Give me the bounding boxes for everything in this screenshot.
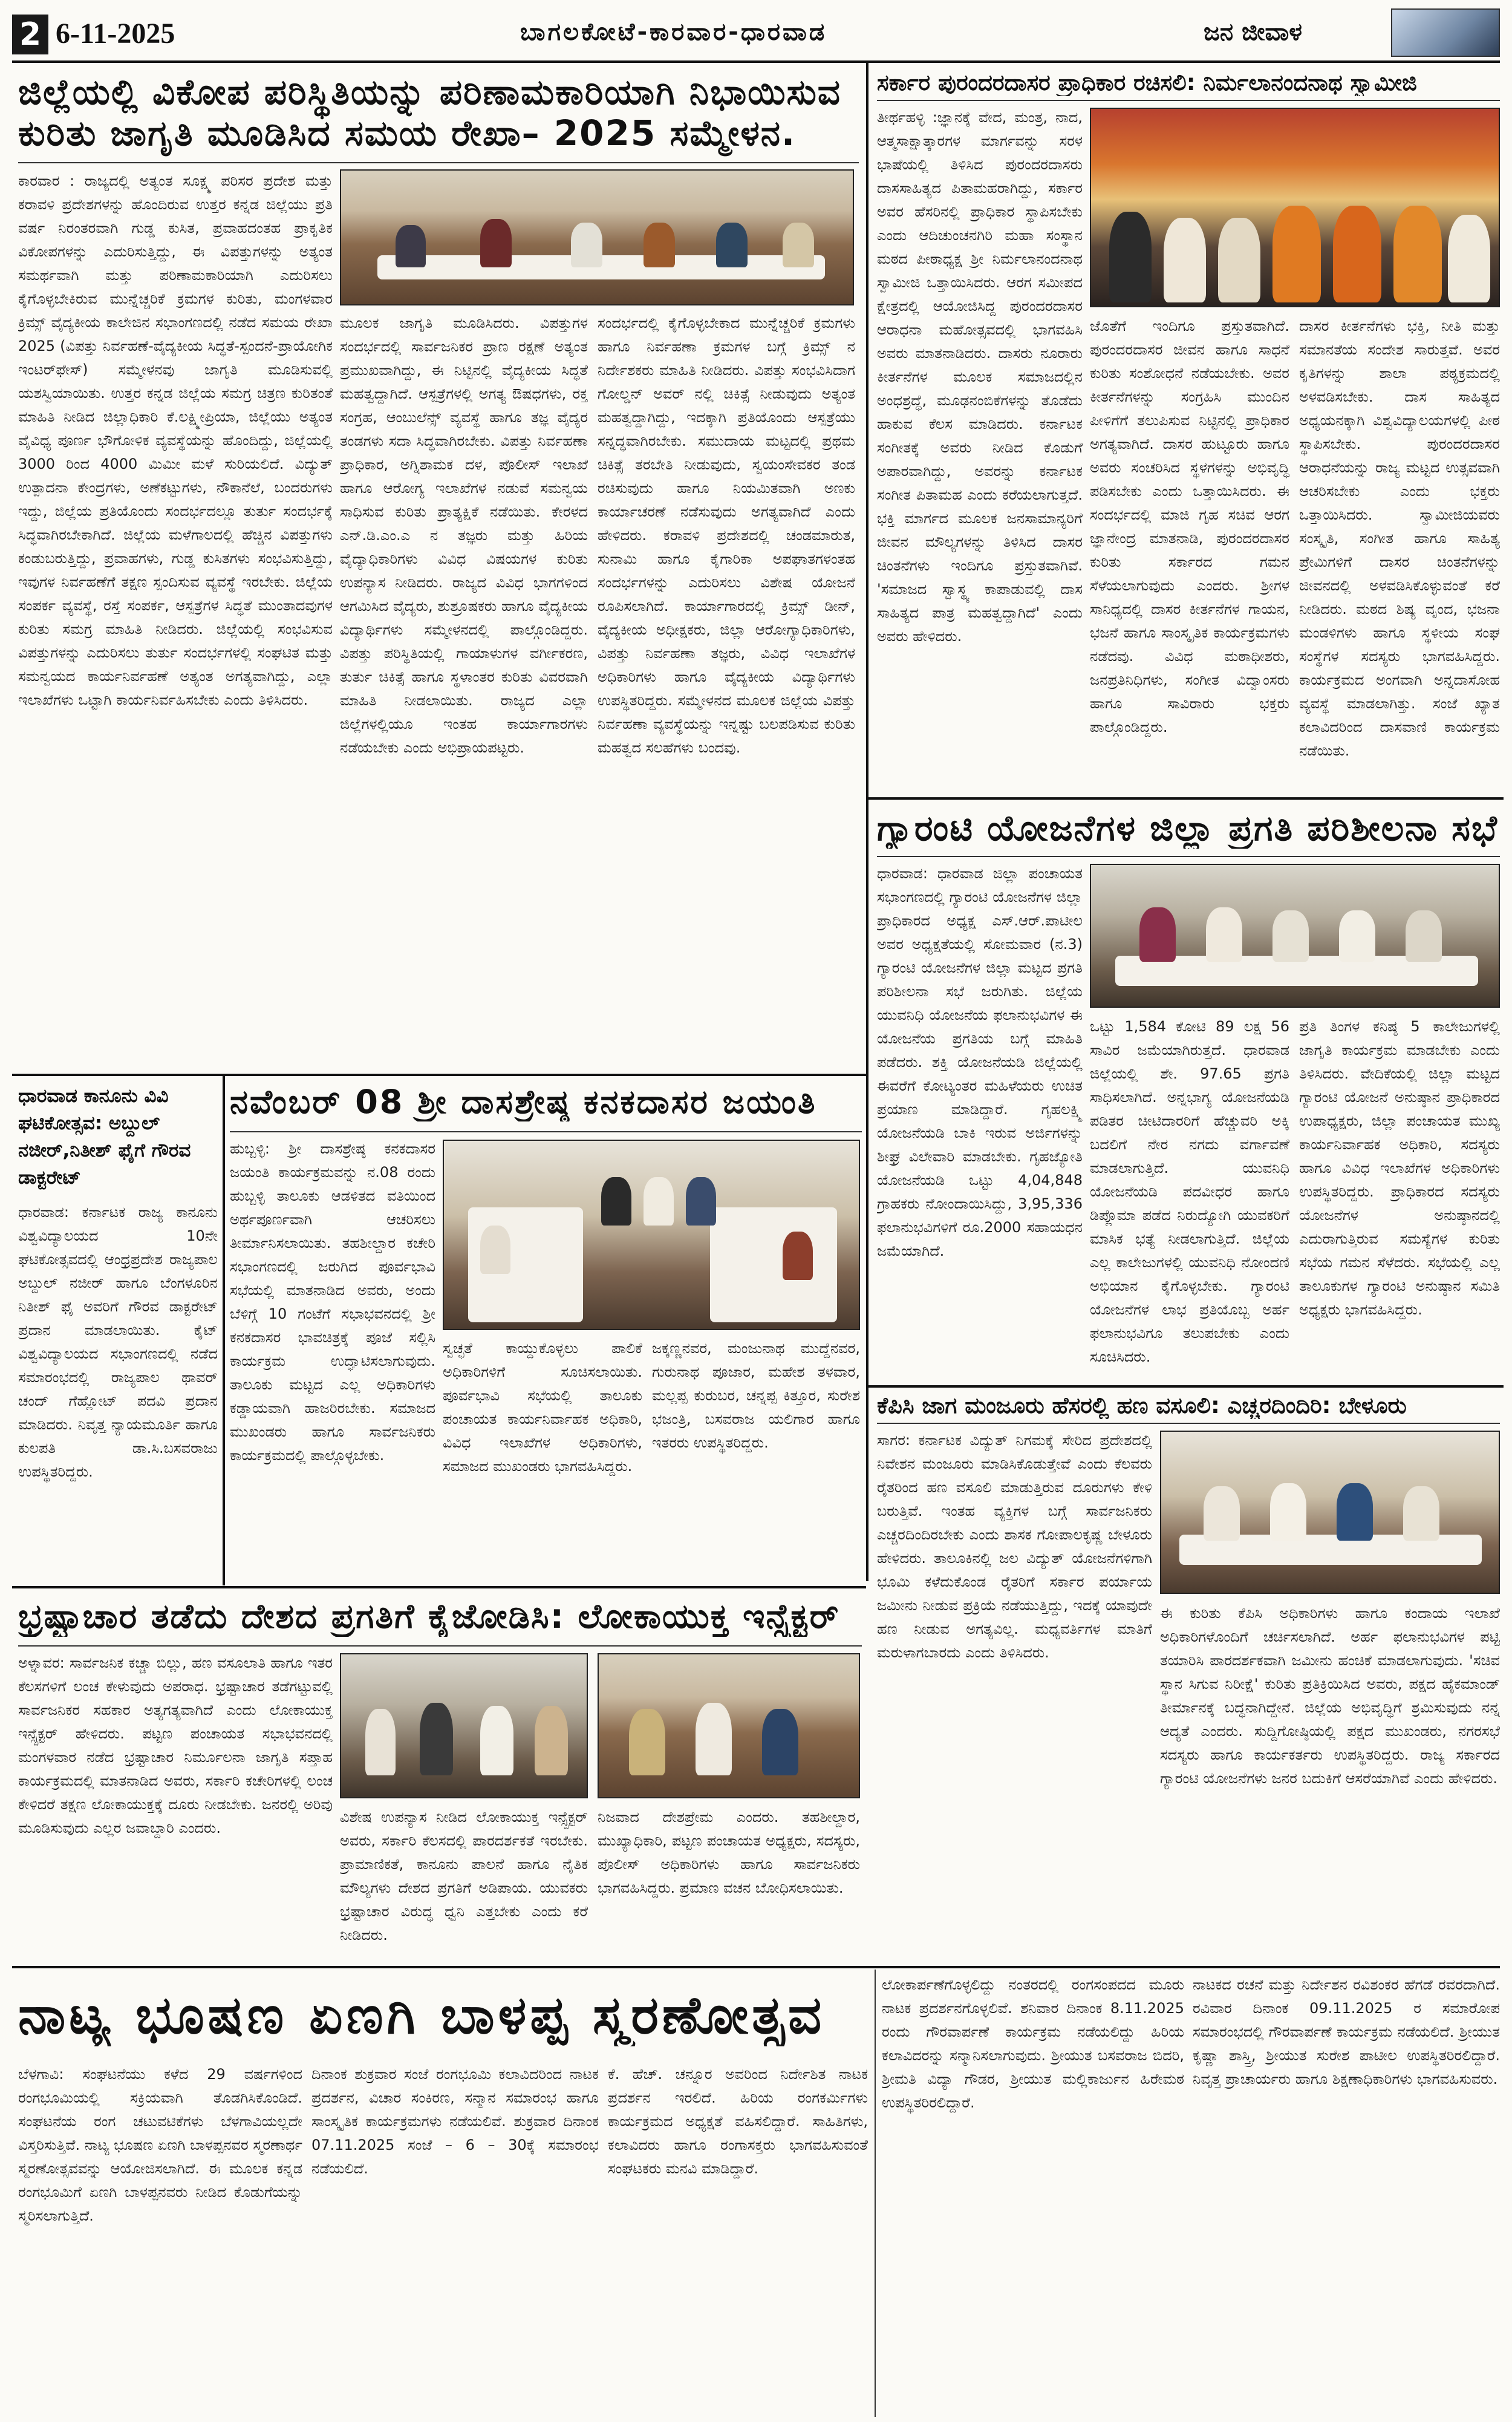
lead-photo [340,169,854,305]
corruption-event-photo-1 [340,1653,588,1798]
corruption-col2: ವಿಶೇಷ ಉಪನ್ಯಾಸ ನೀಡಿದ ಲೋಕಾಯುಕ್ತ ಇನ್ಸ್ಪೆಕ್ಟರ್ ಅವರು, ಸರ್ಕಾರಿ ಕೆಲಸದಲ್ಲಿ ಪಾರದರ್ಶಕತೆ ಇರಬೇಕು. ಪ್ರಾಮಾಣಿಕತೆ, ಕಾನೂನು ಪಾಲನೆ ಹಾಗೂ ನೈತಿಕ ಮೌಲ್ಯಗಳು ದೇಶದ ಪ್ರಗತಿಗೆ ಅಡಿಪಾಯ. ಯುವಕರು ಭ್ರಷ್ಟಾಚಾರ ವಿರುದ್ಧ ಧ್ವನಿ ಎತ್ತಬೇಕು ಎಂದು ಕರೆ ನೀಡಿದರು. [340,1809,588,1944]
guarantee-col2: ಒಟ್ಟು 1,584 ಕೋಟಿ 89 ಲಕ್ಷ 56 ಸಾವಿರ ಜಮೆಯಾಗಿರುತ್ತದೆ. ಧಾರವಾಡ ಜಿಲ್ಲೆಯಲ್ಲಿ ಶೇ. 97.65 ಪ್ರಗತಿ ಸಾಧಿಸಲಾಗಿದೆ. ಅನ್ನಭಾಗ್ಯ ಯೋಜನೆಯಡಿ ಪಡಿತರ ಚೀಟಿದಾರರಿಗೆ ಹೆಚ್ಚುವರಿ ಅಕ್ಕಿ ಬದಲಿಗೆ ನೇರ ನಗದು ವರ್ಗಾವಣೆ ಮಾಡಲಾಗುತ್ತಿದೆ. ಯುವನಿಧಿ ಯೋಜನೆಯಡಿ ಪದವೀಧರ ಹಾಗೂ ಡಿಪ್ಲೊಮಾ ಪಡೆದ ನಿರುದ್ಯೋಗಿ ಯುವಕರಿಗೆ ಮಾಸಿಕ ಭತ್ಯೆ ನೀಡಲಾಗುತ್ತಿದೆ. ಜಿಲ್ಲೆಯ ಎಲ್ಲ ಕಾಲೇಜುಗಳಲ್ಲಿ ಯುವನಿಧಿ ನೋಂದಣಿ ಅಭಿಯಾನ ಕೈಗೊಳ್ಳಬೇಕು. ಗ್ಯಾರಂಟಿ ಯೋಜನೆಗಳ ಲಾಭ ಪ್ರತಿಯೊಬ್ಬ ಅರ್ಹ ಫಲಾನುಭವಿಗೂ ತಲುಪಬೇಕು ಎಂದು ಸೂಚಿಸಿದರು. [1090,1018,1289,1365]
law-univ-headline-line1: ಧಾರವಾಡ ಕಾನೂನು ವಿವಿ [18,1085,169,1107]
divider [230,1131,862,1132]
divider [868,1385,1504,1388]
divider [12,1966,1500,1968]
kpc-press-photo [1160,1431,1500,1594]
lead-headline-line1: ಜಿಲ್ಲೆಯಲ್ಲಿ ವಿಕೋಪ ಪರಿಸ್ಥಿತಿಯನ್ನು ಪರಿಣಾಮಕಾರಿಯಾಗಿ ನಿಭಾಯಿಸುವ [18,71,842,113]
corruption-event-photo-2 [598,1653,860,1798]
natya-col4: ಲೋಕಾರ್ಪಣೆಗೊಳ್ಳಲಿದ್ದು ನಂತರದಲ್ಲಿ ರಂಗಸಂಪದದ ಮೂರು ನಾಟಕ ಪ್ರದರ್ಶನಗೊಳ್ಳಲಿವೆ. ಶನಿವಾರ ದಿನಾಂಕ 8.11.2025 ರಂದು ಗೌರವಾರ್ಪಣೆ ಕಾರ್ಯಕ್ರಮ ನಡೆಯಲಿದ್ದು ಹಿರಿಯ ಕಲಾವಿದರನ್ನು ಸನ್ಮಾನಿಸಲಾಗುವುದು. ಶ್ರೀಯುತ ಬಸವರಾಜ ಬಿದರಿ, ಶ್ರೀಮತಿ ವಿದ್ಯಾ ಗೌಡರ, ಶ್ರೀಯುತ ಮಲ್ಲಿಕಾರ್ಜುನ ಹಿರೇಮಠ ಉಪಸ್ಥಿತರಿರಲಿದ್ದಾರೆ. [882,1976,1184,2111]
kpc-col2: ಈ ಕುರಿತು ಕೆಪಿಸಿ ಅಧಿಕಾರಿಗಳು ಹಾಗೂ ಕಂದಾಯ ಇಲಾಖೆ ಅಧಿಕಾರಿಗಳೊಂದಿಗೆ ಚರ್ಚಿಸಲಾಗಿದೆ. ಅರ್ಹ ಫಲಾನುಭವಿಗಳ ಪಟ್ಟಿ ತಯಾರಿಸಿ ಪಾರದರ್ಶಕವಾಗಿ ಜಮೀನು ಹಂಚಿಕೆ ಮಾಡಲಾಗುವುದು. 'ಸಚಿವ ಸ್ಥಾನ ಸಿಗುವ ನಿರೀಕ್ಷೆ' ಕುರಿತು ಪ್ರತಿಕ್ರಿಯಿಸಿದ ಅವರು, ಪಕ್ಷದ ಹೈಕಮಾಂಡ್ ತೀರ್ಮಾನಕ್ಕೆ ಬದ್ಧನಾಗಿದ್ದೇನೆ. ಜಿಲ್ಲೆಯ ಅಭಿವೃದ್ಧಿಗೆ ಶ್ರಮಿಸುವುದು ನನ್ನ ಆದ್ಯತೆ ಎಂದರು. ಸುದ್ದಿಗೋಷ್ಠಿಯಲ್ಲಿ ಪಕ್ಷದ ಮುಖಂಡರು, ನಗರಸಭೆ ಸದಸ್ಯರು ಹಾಗೂ ಕಾರ್ಯಕರ್ತರು ಉಪಸ್ಥಿತರಿದ್ದರು. ರಾಜ್ಯ ಸರ್ಕಾರದ ಗ್ಯಾರಂಟಿ ಯೋಜನೆಗಳು ಜನರ ಬದುಕಿಗೆ ಆಸರೆಯಾಗಿವೆ ಎಂದು ಹೇಳಿದರು. [1160,1605,1500,1787]
law-univ-headline-line2: ಘಟಿಕೋತ್ಸವ: ಅಬ್ದುಲ್ [18,1112,160,1134]
kanaka-col1: ಹುಬ್ಬಳ್ಳಿ: ಶ್ರೀ ದಾಸಶ್ರೇಷ್ಠ ಕನಕದಾಸರ ಜಯಂತಿ ಕಾರ್ಯಕ್ರಮವನ್ನು ನ.08 ರಂದು ಹುಬ್ಬಳ್ಳಿ ತಾಲೂಕು ಆಡಳಿತದ ವತಿಯಿಂದ ಅರ್ಥಪೂರ್ಣವಾಗಿ ಆಚರಿಸಲು ತೀರ್ಮಾನಿಸಲಾಯಿತು. ತಹಶೀಲ್ದಾರ ಕಚೇರಿ ಸಭಾಂಗಣದಲ್ಲಿ ಜರುಗಿದ ಪೂರ್ವಭಾವಿ ಸಭೆಯಲ್ಲಿ ಮಾತನಾಡಿದ ಅವರು, ಅಂದು ಬೆಳಿಗ್ಗೆ 10 ಗಂಟೆಗೆ ಸಭಾಭವನದಲ್ಲಿ ಶ್ರೀ ಕನಕದಾಸರ ಭಾವಚಿತ್ರಕ್ಕೆ ಪೂಜೆ ಸಲ್ಲಿಸಿ ಕಾರ್ಯಕ್ರಮ ಉದ್ಘಾಟಿಸಲಾಗುವುದು. ತಾಲೂಕು ಮಟ್ಟದ ಎಲ್ಲ ಅಧಿಕಾರಿಗಳು ಕಡ್ಡಾಯವಾಗಿ ಹಾಜರಿರಬೇಕು. ಸಮಾಜದ ಮುಖಂಡರು ಹಾಗೂ ಸಾರ್ವಜನಿಕರು ಕಾರ್ಯಕ್ರಮದಲ್ಲಿ ಪಾಲ್ಗೊಳ್ಳಬೇಕು. [230,1140,435,1464]
masthead-logo-image [1391,8,1500,57]
lead-headline-line2: ಕುರಿತು ಜಾಗೃತಿ ಮೂಡಿಸಿದ ಸಮಯ ರೇಖಾ– 2025 ಸಮ್ಮೇಳನ. [18,113,797,154]
law-univ-headline [18,1083,218,1192]
column-rule [223,1076,225,1585]
divider [877,1423,1500,1424]
lead-col3: ಸಂದರ್ಭದಲ್ಲಿ ಕೈಗೊಳ್ಳಬೇಕಾದ ಮುನ್ನೆಚ್ಚರಿಕೆ ಕ್ರಮಗಳು ಹಾಗೂ ನಿರ್ವಹಣಾ ಕ್ರಮಗಳ ಬಗ್ಗೆ ಕ್ರಿಮ್ಸ್ ನ ನಿರ್ದೇಶಕರು ಮಾಹಿತಿ ನೀಡಿದರು. ವಿಪತ್ತು ಸಂಭವಿಸಿದಾಗ ಗೋಲ್ಡನ್ ಅವರ್ ನಲ್ಲಿ ಚಿಕಿತ್ಸೆ ನೀಡುವುದು ಅತ್ಯಂತ ಮಹತ್ವದ್ದಾಗಿದ್ದು, ಇದಕ್ಕಾಗಿ ಪ್ರತಿಯೊಂದು ಆಸ್ಪತ್ರೆಯು ಸನ್ನದ್ಧವಾಗಿರಬೇಕು. ಸಮುದಾಯ ಮಟ್ಟದಲ್ಲಿ ಪ್ರಥಮ ಚಿಕಿತ್ಸೆ ತರಬೇತಿ ನೀಡುವುದು, ಸ್ವಯಂಸೇವಕರ ತಂಡ ರಚಿಸುವುದು ಹಾಗೂ ನಿಯಮಿತವಾಗಿ ಅಣಕು ಕಾರ್ಯಾಚರಣೆ ನಡೆಸುವುದು ಅಗತ್ಯವಾಗಿದೆ ಎಂದು ಹೇಳಿದರು. ಕರಾವಳಿ ಪ್ರದೇಶದಲ್ಲಿ ಚಂಡಮಾರುತ, ಸುನಾಮಿ ಹಾಗೂ ಕೈಗಾರಿಕಾ ಅಪಘಾತಗಳಂತಹ ಸಂದರ್ಭಗಳನ್ನು ಎದುರಿಸಲು ವಿಶೇಷ ಯೋಜನೆ ರೂಪಿಸಲಾಗಿದೆ. ಕಾರ್ಯಾಗಾರದಲ್ಲಿ ಕ್ರಿಮ್ಸ್ ಡೀನ್, ವೈದ್ಯಕೀಯ ಅಧೀಕ್ಷಕರು, ಜಿಲ್ಲಾ ಆರೋಗ್ಯಾಧಿಕಾರಿಗಳು, ವಿಪತ್ತು ನಿರ್ವಹಣಾ ತಜ್ಞರು, ವಿವಿಧ ಇಲಾಖೆಗಳ ಅಧಿಕಾರಿಗಳು ಹಾಗೂ ವೈದ್ಯಕೀಯ ವಿದ್ಯಾರ್ಥಿಗಳು ಉಪಸ್ಥಿತರಿದ್ದರು. ಸಮ್ಮೇಳನದ ಮೂಲಕ ಜಿಲ್ಲೆಯ ವಿಪತ್ತು ನಿರ್ವಹಣಾ ವ್ಯವಸ್ಥೆಯನ್ನು ಇನ್ನಷ್ಟು ಬಲಪಡಿಸುವ ಕುರಿತು ಮಹತ್ವದ ಸಲಹೆಗಳು ಬಂದವು. [598,315,855,756]
kanaka-meeting-photo [443,1140,860,1330]
edition-region: ಬಾಗಲಕೋಟೆ-ಕಾರವಾರ-ಧಾರವಾಡ [520,18,827,46]
natya-col1: ಬೆಳಗಾವಿ: ಸಂಘಟನೆಯು ಕಳೆದ 29 ವರ್ಷಗಳಿಂದ ರಂಗಭೂಮಿಯಲ್ಲಿ ಸಕ್ರಿಯವಾಗಿ ತೊಡಗಿಸಿಕೊಂಡಿದೆ. ಸಂಘಟನೆಯ ರಂಗ ಚಟುವಟಿಕೆಗಳು ಬೆಳಗಾವಿಯಲ್ಲದೇ ವಿಸ್ತರಿಸುತ್ತಿವೆ. ನಾಟ್ಯ ಭೂಷಣ ಏಣಗಿ ಬಾಳಪ್ಪನವರ ಸ್ಮರಣಾರ್ಥ ಸ್ಮರಣೋತ್ಸವವನ್ನು ಆಯೋಜಿಸಲಾಗಿದೆ. ಈ ಮೂಲಕ ಕನ್ನಡ ರಂಗಭೂಮಿಗೆ ಏಣಗಿ ಬಾಳಪ್ಪನವರು ನೀಡಿದ ಕೊಡುಗೆಯನ್ನು ಸ್ಮರಿಸಲಾಗುತ್ತಿದೆ. [18,2066,302,2224]
guarantee-meeting-photo [1090,864,1500,1008]
divider [868,797,1504,800]
natya-col3: ಕೆ. ಹೆಚ್. ಚನ್ನೂರ ಅವರಿಂದ ನಿರ್ದೇಶಿತ ನಾಟಕ ಪ್ರದರ್ಶನ ಇರಲಿದೆ. ಹಿರಿಯ ರಂಗಕರ್ಮಿಗಳು ಕಾರ್ಯಕ್ರಮದ ಅಧ್ಯಕ್ಷತೆ ವಹಿಸಲಿದ್ದಾರೆ. ಸಾಹಿತಿಗಳು, ಕಲಾವಿದರು ಹಾಗೂ ರಂಗಾಸಕ್ತರು ಭಾಗವಹಿಸುವಂತೆ ಸಂಘಟಕರು ಮನವಿ ಮಾಡಿದ್ದಾರೆ. [608,2066,868,2177]
natya-headline: ನಾಟ್ಯ ಭೂಷಣ ಏಣಗಿ ಬಾಳಪ್ಪ ಸ್ಮರಣೋತ್ಸವ [18,1985,826,2046]
kanaka-col2: ಸ್ವಚ್ಛತೆ ಕಾಯ್ದುಕೊಳ್ಳಲು ಪಾಲಿಕೆ ಅಧಿಕಾರಿಗಳಿಗೆ ಸೂಚಿಸಲಾಯಿತು. ಪೂರ್ವಭಾವಿ ಸಭೆಯಲ್ಲಿ ತಾಲೂಕು ಪಂಚಾಯತ ಕಾರ್ಯನಿರ್ವಾಹಕ ಅಧಿಕಾರಿ, ವಿವಿಧ ಇಲಾಖೆಗಳ ಅಧಿಕಾರಿಗಳು, ಸಮಾಜದ ಮುಖಂಡರು ಭಾಗವಹಿಸಿದ್ದರು. [443,1340,642,1475]
lead-col1: ಕಾರವಾರ : ರಾಜ್ಯದಲ್ಲಿ ಅತ್ಯಂತ ಸೂಕ್ಷ್ಮ ಪರಿಸರ ಪ್ರದೇಶ ಮತ್ತು ಕರಾವಳಿ ಪ್ರದೇಶಗಳನ್ನು ಹೊಂದಿರುವ ಉತ್ತರ ಕನ್ನಡ ಜಿಲ್ಲೆಯು ಪ್ರತಿ ವರ್ಷ ನಿರಂತರವಾಗಿ ಗುಡ್ಡ ಕುಸಿತ, ಪ್ರವಾಹದಂತಹ ಪ್ರಾಕೃತಿಕ ವಿಕೋಪಗಳನ್ನು ಎದುರಿಸುತ್ತಿದ್ದು, ಈ ವಿಪತ್ತುಗಳನ್ನು ಅತ್ಯಂತ ಸಮರ್ಥವಾಗಿ ಮತ್ತು ಪರಿಣಾಮಕಾರಿಯಾಗಿ ಎದುರಿಸಲು ಕೈಗೊಳ್ಳಬೇಕಿರುವ ಮುನ್ನೆಚ್ಚರಿಕೆ ಕ್ರಮಗಳ ಕುರಿತು, ಮಂಗಳವಾರ ಕ್ರಿಮ್ಸ್ ವೈದ್ಯಕೀಯ ಕಾಲೇಜಿನ ಸಭಾಂಗಣದಲ್ಲಿ ನಡೆದ ಸಮಯ ರೇಖಾ 2025 (ವಿಪತ್ತು ನಿರ್ವಹಣೆ-ವೈದ್ಯಕೀಯ ಸಿದ್ಧತೆ-ಸ್ಪಂದನೆ-ಪ್ರಾಯೋಗಿಕ ಇಂಟರ್‌ಫೇಸ್) ಸಮ್ಮೇಳನವು ಜಾಗೃತಿ ಮೂಡಿಸುವಲ್ಲಿ ಯಶಸ್ವಿಯಾಯಿತು. ಉತ್ತರ ಕನ್ನಡ ಜಿಲ್ಲೆಯ ಸಮಗ್ರ ಚಿತ್ರಣ ಕುರಿತಂತೆ ಮಾಹಿತಿ ನೀಡಿದ ಜಿಲ್ಲಾಧಿಕಾರಿ ಕೆ.ಲಕ್ಷ್ಮೀಪ್ರಿಯಾ, ಜಿಲ್ಲೆಯು ಅತ್ಯಂತ ವೈವಿಧ್ಯ ಪೂರ್ಣ ಭೌಗೋಳಿಕ ವ್ಯವಸ್ಥೆಯನ್ನು ಹೊಂದಿದ್ದು, ಜಿಲ್ಲೆಯಲ್ಲಿ 3000 ರಿಂದ 4000 ಮಿಮೀ ಮಳೆ ಸುರಿಯಲಿದೆ. ವಿದ್ಯುತ್ ಉತ್ಪಾದನಾ ಕೇಂದ್ರಗಳು, ಅಣೆಕಟ್ಟುಗಳು, ನೌಕಾನೆಲೆ, ಬಂದರುಗಳು ಇದ್ದು, ಜಿಲ್ಲೆಯ ಪ್ರತಿಯೊಂದು ಸಂದರ್ಭದಲ್ಲೂ ತುರ್ತು ಸಂದರ್ಭಕ್ಕೆ ಸಿದ್ಧವಾಗಿರಬೇಕಾಗಿದೆ. ಜಿಲ್ಲೆಯ ಮಳೆಗಾಲದಲ್ಲಿ ಹೆಚ್ಚಿನ ವಿಪತ್ತುಗಳು ಕಂಡುಬರುತ್ತಿದ್ದು, ಪ್ರವಾಹಗಳು, ಗುಡ್ಡ ಕುಸಿತಗಳು ಸಂಭವಿಸುತ್ತಿದ್ದು, ಇವುಗಳ ನಿರ್ವಹಣೆಗೆ ತಕ್ಷಣ ಸ್ಪಂದಿಸುವ ವ್ಯವಸ್ಥೆ ಇರಬೇಕು. ಜಿಲ್ಲೆಯ ಸಂಪರ್ಕ ವ್ಯವಸ್ಥೆ, ರಸ್ತೆ ಸಂಪರ್ಕ, ಆಸ್ಪತ್ರೆಗಳ ಸಿದ್ಧತೆ ಮುಂತಾದವುಗಳ ಕುರಿತು ಸಮಗ್ರ ಮಾಹಿತಿ ನೀಡಿದರು. ಜಿಲ್ಲೆಯಲ್ಲಿ ಸಂಭವಿಸುವ ವಿಪತ್ತುಗಳನ್ನು ಎದುರಿಸಲು ತುರ್ತು ಸಂದರ್ಭಗಳಲ್ಲಿ ಸಂಘಟಿತ ಮತ್ತು ಸಮನ್ವಯದ ಕಾರ್ಯನಿರ್ವಹಣೆ ಅತ್ಯಂತ ಅಗತ್ಯವಾಗಿದ್ದು, ಎಲ್ಲಾ ಇಲಾಖೆಗಳು ಒಟ್ಟಾಗಿ ಕಾರ್ಯನಿರ್ವಹಿಸಬೇಕು ಎಂದು ತಿಳಿಸಿದರು. [18,172,333,708]
guarantee-headline: ಗ್ಯಾರಂಟಿ ಯೋಜನೆಗಳ ಜಿಲ್ಲಾ ಪ್ರಗತಿ ಪರಿಶೀಲನಾ ಸಭೆ [877,808,1498,849]
dasa-col3: ದಾಸರ ಕೀರ್ತನೆಗಳು ಭಕ್ತಿ, ನೀತಿ ಮತ್ತು ಸಮಾನತೆಯ ಸಂದೇಶ ಸಾರುತ್ತವೆ. ಅವರ ಕೃತಿಗಳನ್ನು ಶಾಲಾ ಪಠ್ಯಕ್ರಮದಲ್ಲಿ ಅಳವಡಿಸಬೇಕು. ದಾಸ ಸಾಹಿತ್ಯದ ಅಧ್ಯಯನಕ್ಕಾಗಿ ವಿಶ್ವವಿದ್ಯಾಲಯಗಳಲ್ಲಿ ಪೀಠ ಸ್ಥಾಪಿಸಬೇಕು. ಪುರಂದರದಾಸರ ಆರಾಧನೆಯನ್ನು ರಾಜ್ಯ ಮಟ್ಟದ ಉತ್ಸವವಾಗಿ ಆಚರಿಸಬೇಕು ಎಂದು ಭಕ್ತರು ಒತ್ತಾಯಿಸಿದರು. ಸ್ವಾಮೀಜಿಯವರು ಸಂಸ್ಕೃತಿ, ಸಂಗೀತ ಹಾಗೂ ಸಾಹಿತ್ಯ ಪ್ರೇಮಿಗಳಿಗೆ ದಾಸರ ಚಿಂತನೆಗಳನ್ನು ಜೀವನದಲ್ಲಿ ಅಳವಡಿಸಿಕೊಳ್ಳುವಂತೆ ಕರೆ ನೀಡಿದರು. ಮಠದ ಶಿಷ್ಯ ವೃಂದ, ಭಜನಾ ಮಂಡಳಿಗಳು ಹಾಗೂ ಸ್ಥಳೀಯ ಸಂಘ ಸಂಸ್ಥೆಗಳ ಸದಸ್ಯರು ಭಾಗವಹಿಸಿದ್ದರು. ಕಾರ್ಯಕ್ರಮದ ಅಂಗವಾಗಿ ಅನ್ನದಾಸೋಹ ವ್ಯವಸ್ಥೆ ಮಾಡಲಾಗಿತ್ತು. ಸಂಜೆ ಖ್ಯಾತ ಕಲಾವಿದರಿಂದ ದಾಸವಾಣಿ ಕಾರ್ಯಕ್ರಮ ನಡೆಯಿತು. [1299,318,1500,759]
natya-col5: ನಾಟಕದ ರಚನೆ ಮತ್ತು ನಿರ್ದೇಶನ ರವಿಶಂಕರ ಹೆಗಡೆ ರವರದಾಗಿದೆ. ರವಿವಾರ ದಿನಾಂಕ 09.11.2025 ರ ಸಮಾರೋಪ ಸಮಾರಂಭದಲ್ಲಿ ಗೌರವಾರ್ಪಣೆ ಕಾರ್ಯಕ್ರಮ ನಡೆಯಲಿದೆ. ಶ್ರೀಯುತ ಕೃಷ್ಣಾ ಶಾಸ್ತ್ರಿ, ಶ್ರೀಯುತ ಸುರೇಶ ಪಾಟೀಲ ಉಪಸ್ಥಿತರಿರಲಿದ್ದಾರೆ. ನಿವೃತ್ತ ಪ್ರಾಚಾರ್ಯರು ಹಾಗೂ ಶಿಕ್ಷಣಾಧಿಕಾರಿಗಳು ಭಾಗವಹಿಸುವರು. [1193,1976,1500,2087]
kanaka-headline: ನವೆಂಬರ್ 08 ಶ್ರೀ ದಾಸಶ್ರೇಷ್ಠ ಕನಕದಾಸರ ಜಯಂತಿ [230,1083,817,1121]
page-number: 2 [12,15,48,54]
dasa-col1: ತೀರ್ಥಹಳ್ಳಿ :ಜ್ಞಾನಕ್ಕೆ ವೇದ, ಮಂತ್ರ, ನಾದ, ಆತ್ಮಸಾಕ್ಷಾತ್ಕಾರಗಳ ಮಾರ್ಗವನ್ನು ಸರಳ ಭಾಷೆಯಲ್ಲಿ ತಿಳಿಸಿದ ಪುರಂದರದಾಸರು ದಾಸಸಾಹಿತ್ಯದ ಪಿತಾಮಹರಾಗಿದ್ದು, ಸರ್ಕಾರ ಅವರ ಹೆಸರಿನಲ್ಲಿ ಪ್ರಾಧಿಕಾರ ಸ್ಥಾಪಿಸಬೇಕು ಎಂದು ಆದಿಚುಂಚನಗಿರಿ ಮಹಾ ಸಂಸ್ಥಾನ ಮಠದ ಪೀಠಾಧ್ಯಕ್ಷ ಶ್ರೀ ನಿರ್ಮಲಾನಂದನಾಥ ಸ್ವಾಮೀಜಿ ಒತ್ತಾಯಿಸಿದರು. ಆರಗ ಸಮೀಪದ ಕ್ಷೇತ್ರದಲ್ಲಿ ಆಯೋಜಿಸಿದ್ದ ಪುರಂದರದಾಸರ ಆರಾಧನಾ ಮಹೋತ್ಸವದಲ್ಲಿ ಭಾಗವಹಿಸಿ ಅವರು ಮಾತನಾಡಿದರು. ದಾಸರು ನೂರಾರು ಕೀರ್ತನೆಗಳ ಮೂಲಕ ಸಮಾಜದಲ್ಲಿನ ಅಂಧಶ್ರದ್ಧೆ, ಮೂಢನಂಬಿಕೆಗಳನ್ನು ತೊಡೆದು ಹಾಕುವ ಕೆಲಸ ಮಾಡಿದರು. ಕರ್ನಾಟಕ ಸಂಗೀತಕ್ಕೆ ಅವರು ನೀಡಿದ ಕೊಡುಗೆ ಅಪಾರವಾಗಿದ್ದು, ಅವರನ್ನು ಕರ್ನಾಟಕ ಸಂಗೀತ ಪಿತಾಮಹ ಎಂದು ಕರೆಯಲಾಗುತ್ತದೆ. ಭಕ್ತಿ ಮಾರ್ಗದ ಮೂಲಕ ಜನಸಾಮಾನ್ಯರಿಗೆ ಜೀವನ ಮೌಲ್ಯಗಳನ್ನು ತಿಳಿಸಿದ ದಾಸರ ಚಿಂತನೆಗಳು ಇಂದಿಗೂ ಪ್ರಸ್ತುತವಾಗಿವೆ. 'ಸಮಾಜದ ಸ್ವಾಸ್ಥ್ಯ ಕಾಪಾಡುವಲ್ಲಿ ದಾಸ ಸಾಹಿತ್ಯದ ಪಾತ್ರ ಮಹತ್ವದ್ದಾಗಿದೆ' ಎಂದು ಅವರು ಹೇಳಿದರು. [877,109,1083,645]
dasa-stage-photo [1090,108,1500,307]
law-univ-headline-line4: ಡಾಕ್ಟರೇಟ್ [18,1167,81,1189]
divider [877,100,1500,101]
column-rule [866,63,868,1581]
divider [12,1586,866,1588]
divider [12,1074,866,1076]
kanaka-col3: ಜಕ್ಕಣ್ಣನವರ, ಮಂಜುನಾಥ ಮುದ್ದೆನವರ, ಗುರುನಾಥ ಪೂಜಾರ, ಮಹೇಶ ತಳವಾರ, ಮಲ್ಲಪ್ಪ ಕುರುಬರ, ಚನ್ನಪ್ಪ ಕಿತ್ತೂರ, ಸುರೇಶ ಭಜಂತ್ರಿ, ಬಸವರಾಜ ಯಲಿಗಾರ ಹಾಗೂ ಇತರರು ಉಪಸ್ಥಿತರಿದ್ದರು. [652,1340,860,1451]
natya-col2: ದಿನಾಂಕ ಶುಕ್ರವಾರ ಸಂಜೆ ರಂಗಭೂಮಿ ಕಲಾವಿದರಿಂದ ನಾಟಕ ಪ್ರದರ್ಶನ, ವಿಚಾರ ಸಂಕಿರಣ, ಸನ್ಮಾನ ಸಮಾರಂಭ ಹಾಗೂ ಸಾಂಸ್ಕೃತಿಕ ಕಾರ್ಯಕ್ರಮಗಳು ನಡೆಯಲಿವೆ. ಶುಕ್ರವಾರ ದಿನಾಂಕ 07.11.2025 ಸಂಜೆ – 6 – 30ಕ್ಕೆ ಸಮಾರಂಭ ನಡೆಯಲಿದೆ. [311,2066,599,2177]
corruption-col3: ನಿಜವಾದ ದೇಶಪ್ರೇಮ ಎಂದರು. ತಹಶೀಲ್ದಾರ, ಮುಖ್ಯಾಧಿಕಾರಿ, ಪಟ್ಟಣ ಪಂಚಾಯತ ಅಧ್ಯಕ್ಷರು, ಸದಸ್ಯರು, ಪೊಲೀಸ್ ಅಧಿಕಾರಿಗಳು ಹಾಗೂ ಸಾರ್ವಜನಿಕರು ಭಾಗವಹಿಸಿದ್ದರು. ಪ್ರಮಾಣ ವಚನ ಬೋಧಿಸಲಾಯಿತು. [598,1809,860,1896]
divider [18,162,859,163]
corruption-col1: ಅಳ್ನಾವರ: ಸಾರ್ವಜನಿಕ ಕಚ್ಚಾ ಬಿಲ್ಲು, ಹಣ ವಸೂಲಾತಿ ಹಾಗೂ ಇತರ ಕೆಲಸಗಳಿಗೆ ಲಂಚ ಕೇಳುವುದು ಅಪರಾಧ. ಭ್ರಷ್ಟಾಚಾರ ತಡೆಗಟ್ಟುವಲ್ಲಿ ಸಾರ್ವಜನಿಕರ ಸಹಕಾರ ಅತ್ಯಗತ್ಯವಾಗಿದೆ ಎಂದು ಲೋಕಾಯುಕ್ತ ಇನ್ಸ್ಪೆಕ್ಟರ್ ಹೇಳಿದರು. ಪಟ್ಟಣ ಪಂಚಾಯತ ಸಭಾಭವನದಲ್ಲಿ ಮಂಗಳವಾರ ನಡೆದ ಭ್ರಷ್ಟಾಚಾರ ನಿರ್ಮೂಲನಾ ಜಾಗೃತಿ ಸಪ್ತಾಹ ಕಾರ್ಯಕ್ರಮದಲ್ಲಿ ಮಾತನಾಡಿದ ಅವರು, ಸರ್ಕಾರಿ ಕಚೇರಿಗಳಲ್ಲಿ ಲಂಚ ಕೇಳಿದರೆ ತಕ್ಷಣ ಲೋಕಾಯುಕ್ತಕ್ಕೆ ದೂರು ನೀಡಬೇಕು. ಜನರಲ್ಲಿ ಅರಿವು ಮೂಡಿಸುವುದು ಎಲ್ಲರ ಜವಾಬ್ದಾರಿ ಎಂದರು. [18,1654,333,1836]
newspaper-name: ಜನ ಜೀವಾಳ [1204,18,1302,46]
column-rule [875,1970,876,2417]
divider [877,856,1500,857]
law-univ-body: ಧಾರವಾಡ: ಕರ್ನಾಟಕ ರಾಜ್ಯ ಕಾನೂನು ವಿಶ್ವವಿದ್ಯಾಲಯದ 10ನೇ ಘಟಿಕೋತ್ಸವದಲ್ಲಿ ಆಂಧ್ರಪ್ರದೇಶ ರಾಜ್ಯಪಾಲ ಅಬ್ದುಲ್ ನಜೀರ್ ಹಾಗೂ ಬೆಂಗಳೂರಿನ ನಿತೀಶ್ ಫೈ ಅವರಿಗೆ ಗೌರವ ಡಾಕ್ಟರೇಟ್ ಪ್ರದಾನ ಮಾಡಲಾಯಿತು. ಕೈಟ್ ವಿಶ್ವವಿದ್ಯಾಲಯದ ಸಭಾಂಗಣದಲ್ಲಿ ನಡೆದ ಸಮಾರಂಭದಲ್ಲಿ ರಾಜ್ಯಪಾಲ ಥಾವರ್ ಚಂದ್ ಗೆಹ್ಲೋಟ್ ಪದವಿ ಪ್ರದಾನ ಮಾಡಿದರು. ನಿವೃತ್ತ ನ್ಯಾಯಮೂರ್ತಿ ಹಾಗೂ ಕುಲಪತಿ ಡಾ.ಸಿ.ಬಸವರಾಜು ಉಪಸ್ಥಿತರಿದ್ದರು. [18,1204,218,1480]
law-univ-headline-line3: ನಜೀರ್,ನಿತೀಶ್ ಫೈಗೆ ಗೌರವ [18,1140,191,1161]
guarantee-col1: ಧಾರವಾಡ: ಧಾರವಾಡ ಜಿಲ್ಲಾ ಪಂಚಾಯತ ಸಭಾಂಗಣದಲ್ಲಿ ಗ್ಯಾರಂಟಿ ಯೋಜನೆಗಳ ಜಿಲ್ಲಾ ಪ್ರಾಧಿಕಾರದ ಅಧ್ಯಕ್ಷ ಎಸ್.ಆರ್.ಪಾಟೀಲ ಅವರ ಅಧ್ಯಕ್ಷತೆಯಲ್ಲಿ ಸೋಮವಾರ (ನ.3) ಗ್ಯಾರಂಟಿ ಯೋಜನೆಗಳ ಜಿಲ್ಲಾ ಮಟ್ಟದ ಪ್ರಗತಿ ಪರಿಶೀಲನಾ ಸಭೆ ಜರುಗಿತು. ಜಿಲ್ಲೆಯ ಯುವನಿಧಿ ಯೋಜನೆಯ ಫಲಾನುಭವಿಗಳ ಈ ಯೋಜನೆಯ ಪ್ರಗತಿಯ ಬಗ್ಗೆ ಮಾಹಿತಿ ಪಡೆದರು. ಶಕ್ತಿ ಯೋಜನೆಯಡಿ ಜಿಲ್ಲೆಯಲ್ಲಿ ಈವರೆಗೆ ಕೋಟ್ಯಂತರ ಮಹಿಳೆಯರು ಉಚಿತ ಪ್ರಯಾಣ ಮಾಡಿದ್ದಾರೆ. ಗೃಹಲಕ್ಷ್ಮಿ ಯೋಜನೆಯಡಿ ಬಾಕಿ ಇರುವ ಅರ್ಜಿಗಳನ್ನು ಶೀಘ್ರ ವಿಲೇವಾರಿ ಮಾಡಬೇಕು. ಗೃಹಜ್ಯೋತಿ ಯೋಜನೆಯಡಿ ಒಟ್ಟು 4,04,848 ಗ್ರಾಹಕರು ನೋಂದಾಯಿಸಿದ್ದು, 3,95,336 ಫಲಾನುಭವಿಗಳಿಗೆ ರೂ.2000 ಸಹಾಯಧನ ಜಮೆಯಾಗಿದೆ. [877,865,1083,1259]
kpc-col1: ಸಾಗರ: ಕರ್ನಾಟಕ ವಿದ್ಯುತ್ ನಿಗಮಕ್ಕೆ ಸೇರಿದ ಪ್ರದೇಶದಲ್ಲಿ ನಿವೇಶನ ಮಂಜೂರು ಮಾಡಿಸಿಕೊಡುತ್ತೇವೆ ಎಂದು ಕೆಲವರು ರೈತರಿಂದ ಹಣ ವಸೂಲಿ ಮಾಡುತ್ತಿರುವ ದೂರುಗಳು ಕೇಳಿ ಬರುತ್ತಿವೆ. ಇಂತಹ ವ್ಯಕ್ತಿಗಳ ಬಗ್ಗೆ ಸಾರ್ವಜನಿಕರು ಎಚ್ಚರದಿಂದಿರಬೇಕು ಎಂದು ಶಾಸಕ ಗೋಪಾಲಕೃಷ್ಣ ಬೇಳೂರು ಹೇಳಿದರು. ತಾಲೂಕಿನಲ್ಲಿ ಜಲ ವಿದ್ಯುತ್ ಯೋಜನೆಗಳಿಗಾಗಿ ಭೂಮಿ ಕಳೆದುಕೊಂಡ ರೈತರಿಗೆ ಸರ್ಕಾರ ಪರ್ಯಾಯ ಜಮೀನು ನೀಡುವ ಪ್ರಕ್ರಿಯೆ ನಡೆಯುತ್ತಿದ್ದು, ಇದಕ್ಕೆ ಯಾವುದೇ ಹಣ ನೀಡುವ ಅಗತ್ಯವಿಲ್ಲ. ಮಧ್ಯವರ್ತಿಗಳ ಮಾತಿಗೆ ಮರುಳಾಗಬಾರದು ಎಂದು ತಿಳಿಸಿದರು. [877,1432,1152,1661]
guarantee-col3: ಪ್ರತಿ ತಿಂಗಳ ಕನಿಷ್ಠ 5 ಕಾಲೇಜುಗಳಲ್ಲಿ ಜಾಗೃತಿ ಕಾರ್ಯಕ್ರಮ ಮಾಡಬೇಕು ಎಂದು ತಿಳಿಸಿದರು. ವೇದಿಕೆಯಲ್ಲಿ ಜಿಲ್ಲಾ ಮಟ್ಟದ ಗ್ಯಾರಂಟಿ ಯೋಜನೆ ಅನುಷ್ಠಾನ ಪ್ರಾಧಿಕಾರದ ಉಪಾಧ್ಯಕ್ಷರು, ಜಿಲ್ಲಾ ಪಂಚಾಯತ ಮುಖ್ಯ ಕಾರ್ಯನಿರ್ವಾಹಕ ಅಧಿಕಾರಿ, ಸದಸ್ಯರು ಹಾಗೂ ವಿವಿಧ ಇಲಾಖೆಗಳ ಅಧಿಕಾರಿಗಳು ಉಪಸ್ಥಿತರಿದ್ದರು. ಪ್ರಾಧಿಕಾರದ ಸದಸ್ಯರು ಯೋಜನೆಗಳ ಅನುಷ್ಠಾನದಲ್ಲಿ ಎದುರಾಗುತ್ತಿರುವ ಸಮಸ್ಯೆಗಳ ಕುರಿತು ಸಭೆಯ ಗಮನ ಸೆಳೆದರು. ಸಭೆಯಲ್ಲಿ ಎಲ್ಲ ತಾಲೂಕುಗಳ ಗ್ಯಾರಂಟಿ ಅನುಷ್ಠಾನ ಸಮಿತಿ ಅಧ್ಯಕ್ಷರು ಭಾಗವಹಿಸಿದ್ದರು. [1299,1018,1500,1318]
lead-headline [18,71,859,154]
lead-col2: ಮೂಲಕ ಜಾಗೃತಿ ಮೂಡಿಸಿದರು. ವಿಪತ್ತುಗಳ ಸಂದರ್ಭದಲ್ಲಿ ಸಾರ್ವಜನಿಕರ ಪ್ರಾಣ ರಕ್ಷಣೆ ಅತ್ಯಂತ ಪ್ರಮುಖವಾಗಿದ್ದು, ಈ ನಿಟ್ಟಿನಲ್ಲಿ ವೈದ್ಯಕೀಯ ಸಿದ್ಧತೆ ಮಹತ್ವದ್ದಾಗಿದೆ. ಆಸ್ಪತ್ರೆಗಳಲ್ಲಿ ಅಗತ್ಯ ಔಷಧಗಳು, ರಕ್ತ ಸಂಗ್ರಹ, ಆಂಬುಲೆನ್ಸ್ ವ್ಯವಸ್ಥೆ ಹಾಗೂ ತಜ್ಞ ವೈದ್ಯರ ತಂಡಗಳು ಸದಾ ಸಿದ್ಧವಾಗಿರಬೇಕು. ವಿಪತ್ತು ನಿರ್ವಹಣಾ ಪ್ರಾಧಿಕಾರ, ಅಗ್ನಿಶಾಮಕ ದಳ, ಪೊಲೀಸ್ ಇಲಾಖೆ ಹಾಗೂ ಆರೋಗ್ಯ ಇಲಾಖೆಗಳ ನಡುವೆ ಸಮನ್ವಯ ಸಾಧಿಸುವ ಕುರಿತು ಪ್ರಾತ್ಯಕ್ಷಿಕೆ ನಡೆಯಿತು. ಕೇರಳದ ಎನ್.ಡಿ.ಎಂ.ಎ ನ ತಜ್ಞರು ಮತ್ತು ಹಿರಿಯ ವೈದ್ಯಾಧಿಕಾರಿಗಳು ವಿವಿಧ ವಿಷಯಗಳ ಕುರಿತು ಉಪನ್ಯಾಸ ನೀಡಿದರು. ರಾಜ್ಯದ ವಿವಿಧ ಭಾಗಗಳಿಂದ ಆಗಮಿಸಿದ ವೈದ್ಯರು, ಶುಶ್ರೂಷಕರು ಹಾಗೂ ವೈದ್ಯಕೀಯ ವಿದ್ಯಾರ್ಥಿಗಳು ಸಮ್ಮೇಳನದಲ್ಲಿ ಪಾಲ್ಗೊಂಡಿದ್ದರು. ವಿಪತ್ತು ಪರಿಸ್ಥಿತಿಯಲ್ಲಿ ಗಾಯಾಳುಗಳ ವರ್ಗೀಕರಣ, ತುರ್ತು ಚಿಕಿತ್ಸೆ ಹಾಗೂ ಸ್ಥಳಾಂತರ ಕುರಿತು ವಿವರವಾಗಿ ಮಾಹಿತಿ ನೀಡಲಾಯಿತು. ರಾಜ್ಯದ ಎಲ್ಲಾ ಜಿಲ್ಲೆಗಳಲ್ಲಿಯೂ ಇಂತಹ ಕಾರ್ಯಾಗಾರಗಳು ನಡೆಯಬೇಕು ಎಂದು ಅಭಿಪ್ರಾಯಪಟ್ಟರು. [340,315,588,756]
kpc-headline: ಕೆಪಿಸಿ ಜಾಗ ಮಂಜೂರು ಹೆಸರಲ್ಲಿ ಹಣ ವಸೂಲಿ: ಎಚ್ಚರದಿಂದಿರಿ: ಬೇಳೂರು [877,1392,1407,1418]
issue-date: 6-11-2025 [56,18,175,50]
dasa-headline: ಸರ್ಕಾರ ಪುರಂದರದಾಸರ ಪ್ರಾಧಿಕಾರ ರಚಿಸಲಿ: ನಿರ್ಮಲಾನಂದನಾಥ ಸ್ವಾಮೀಜಿ [877,70,1417,96]
corruption-headline: ಭ್ರಷ್ಟಾಚಾರ ತಡೆದು ದೇಶದ ಪ್ರಗತಿಗೆ ಕೈಜೋಡಿಸಿ: ಲೋಕಾಯುಕ್ತ ಇನ್ಸ್ಪೆಕ್ಟರ್ [18,1597,840,1636]
masthead-rule [12,60,1500,63]
divider [18,1645,862,1647]
dasa-col2: ಜೊತೆಗೆ ಇಂದಿಗೂ ಪ್ರಸ್ತುತವಾಗಿದೆ. ಪುರಂದರದಾಸರ ಜೀವನ ಹಾಗೂ ಸಾಧನೆ ಕುರಿತು ಸಂಶೋಧನೆ ನಡೆಯಬೇಕು. ಅವರ ಕೀರ್ತನೆಗಳನ್ನು ಸಂಗ್ರಹಿಸಿ ಮುಂದಿನ ಪೀಳಿಗೆಗೆ ತಲುಪಿಸುವ ನಿಟ್ಟಿನಲ್ಲಿ ಪ್ರಾಧಿಕಾರ ಅಗತ್ಯವಾಗಿದೆ. ದಾಸರ ಹುಟ್ಟೂರು ಹಾಗೂ ಅವರು ಸಂಚರಿಸಿದ ಸ್ಥಳಗಳನ್ನು ಅಭಿವೃದ್ಧಿ ಪಡಿಸಬೇಕು ಎಂದು ಒತ್ತಾಯಿಸಿದರು. ಈ ಸಂದರ್ಭದಲ್ಲಿ ಮಾಜಿ ಗೃಹ ಸಚಿವ ಆರಗ ಜ್ಞಾನೇಂದ್ರ ಮಾತನಾಡಿ, ಪುರಂದರದಾಸರ ಕುರಿತು ಸರ್ಕಾರದ ಗಮನ ಸೆಳೆಯಲಾಗುವುದು ಎಂದರು. ಶ್ರೀಗಳ ಸಾನಿಧ್ಯದಲ್ಲಿ ದಾಸರ ಕೀರ್ತನೆಗಳ ಗಾಯನ, ಭಜನೆ ಹಾಗೂ ಸಾಂಸ್ಕೃತಿಕ ಕಾರ್ಯಕ್ರಮಗಳು ನಡೆದವು. ವಿವಿಧ ಮಠಾಧೀಶರು, ಜನಪ್ರತಿನಿಧಿಗಳು, ಸಂಗೀತ ವಿದ್ವಾಂಸರು ಹಾಗೂ ಸಾವಿರಾರು ಭಕ್ತರು ಪಾಲ್ಗೊಂಡಿದ್ದರು. [1090,318,1289,736]
